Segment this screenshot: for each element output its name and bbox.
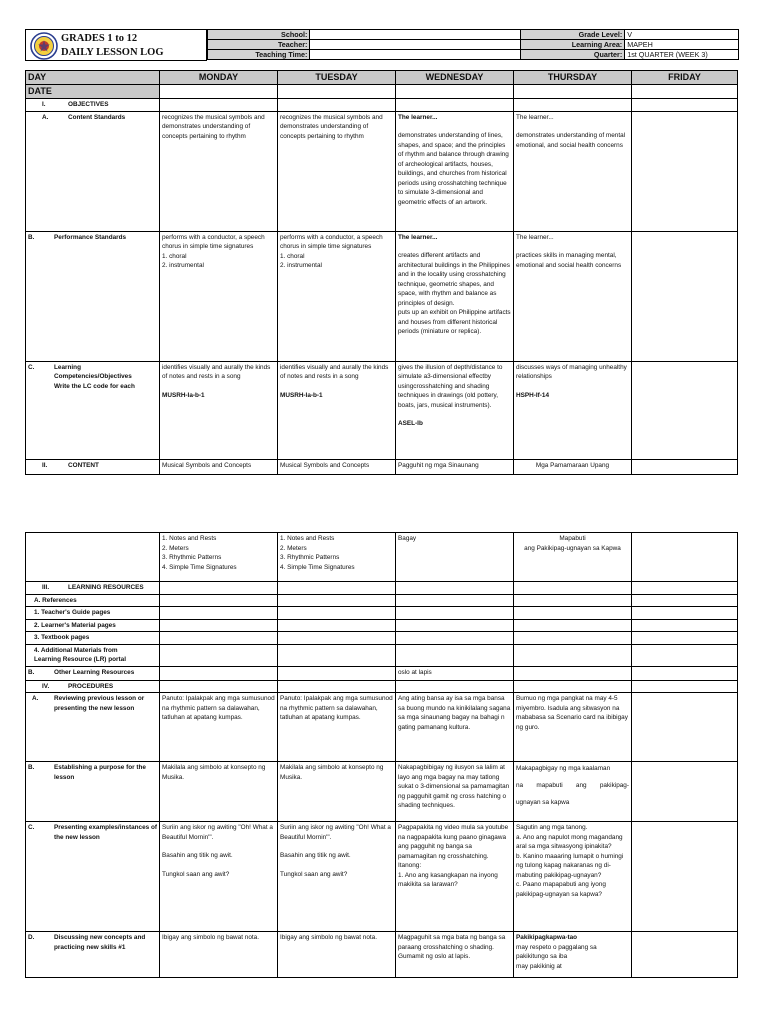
content-fri — [632, 459, 738, 474]
procedure-a-fri — [632, 693, 738, 762]
content-cont-mon: 1. Notes and Rests 2. Meters 3. Rhythmic Patterns 4. Simple Time Signatures — [160, 533, 278, 582]
info-table — [207, 29, 739, 60]
procedure-c-mon: Suriin ang iskor ng awiting "Oh! What a Beautiful Mornin'". Basahin ang titik ng awit. Tungkol saan ang awit? — [160, 822, 278, 932]
procedure-a-label: A. Reviewing previous lesson or presenting the new lesson — [26, 693, 160, 762]
performance-standards-wed: The learner... creates different artifacts and architectural buildings in the Philippines and in the locality using crosshatching technique, geometric shapes, and space, with rhythm and balance as principles of design. puts up an exhibit on Philippine artifacts and houses from different historical periods (miniature or replica). — [396, 231, 514, 361]
learning-area-field[interactable]: MAPEH — [625, 40, 739, 50]
procedure-b-mon: Makilala ang simbolo at konsepto ng Musika. — [160, 762, 278, 822]
procedure-d-thu: Pakikipagkapwa-tao may respeto o paggalang sa pakikitungo sa iba may pakikinig at — [514, 932, 632, 978]
competencies-thu: discusses ways of managing unhealthy relationships HSPH-If-14 — [514, 361, 632, 459]
objectives-heading: I. OBJECTIVES — [26, 99, 160, 112]
quarter-label: Quarter: — [521, 50, 625, 60]
content-standards-label: A. Content Standards — [26, 111, 160, 231]
monday-header: MONDAY — [160, 71, 278, 85]
procedure-c-wed: Pagpapakita ng video mula sa youtube na nagpapakita kung paano ginagawa ang pagguhit ng banga sa pamamagitan ng crosshatching. Itanong: 1. Ano ang kasangkapan na inyong makikita sa larawan? — [396, 822, 514, 932]
content-cont-label — [26, 533, 160, 582]
other-resources-wed: oslo at lapis — [396, 666, 514, 680]
procedure-b-wed: Nakapagbibigay ng ilusyon sa lalim at layo ang mga bagay na may tatlong sukat o 3-dimensional sa pamamagitan ng pagguhit gamit ng cross hatching o shading techniques. — [396, 762, 514, 822]
date-tuesday[interactable] — [278, 85, 396, 99]
procedure-a-thu: Bumuo ng mga pangkat na may 4-5 miyembro. Isadula ang sitwasyon na mababasa sa Scenario card na ibibigay ng guro. — [514, 693, 632, 762]
content-standards-fri — [632, 111, 738, 231]
friday-header: FRIDAY — [632, 71, 738, 85]
content-cont-fri — [632, 533, 738, 582]
procedure-c-fri — [632, 822, 738, 932]
procedure-b-tue: Makilala ang simbolo at konsepto ng Musika. — [278, 762, 396, 822]
logo-box — [25, 29, 207, 61]
competencies-wed: gives the illusion of depth/distance to simulate a3-dimensional effectby usingcrosshatching and shading techniques in drawings (old pottery, boats, jars, musical instruments). ASEL-Ib — [396, 361, 514, 459]
wednesday-header: WEDNESDAY — [396, 71, 514, 85]
competencies-mon: identifies visually and aurally the kinds of notes and rests in a song MUSRH-Ia-b-1 — [160, 361, 278, 459]
procedure-d-tue: Ibigay ang simbolo ng bawat nota. — [278, 932, 396, 978]
competencies-tue: identifies visually and aurally the kinds of notes and rests in a song MUSRH-Ia-b-1 — [278, 361, 396, 459]
procedures-heading: IV. PROCEDURES — [26, 680, 160, 693]
quarter-field[interactable]: 1st QUARTER (WEEK 3) — [625, 50, 739, 60]
procedure-b-fri — [632, 762, 738, 822]
lc-code-wed: ASEL-Ib — [398, 420, 423, 427]
procedure-b-label: B. Establishing a purpose for the lesson — [26, 762, 160, 822]
grade-level-field[interactable]: V — [625, 30, 739, 40]
logo-subtitle: DAILY LESSON LOG — [61, 47, 164, 58]
content-wed: Pagguhit ng mga Sinaunang — [396, 459, 514, 474]
grade-level-label: Grade Level: — [521, 30, 625, 40]
content-cont-thu: Mapabuti ang Pakikipag-ugnayan sa Kapwa — [514, 533, 632, 582]
additional-materials-label: 4. Additional Materials from Learning Resource (LR) portal — [26, 644, 160, 666]
lc-code-thu: HSPH-If-14 — [516, 391, 550, 399]
content-tue: Musical Symbols and Concepts — [278, 459, 396, 474]
competencies-label: C. Learning Competencies/Objectives Write the LC code for each — [26, 361, 160, 459]
procedure-a-wed: Ang ating bansa ay isa sa mga bansa sa buong mundo na kinikilalang sagana sa mga sinaunang bagay na bahagi n gating pamanang kultura. — [396, 693, 514, 762]
procedure-b-thu: Makapagbigay ng mga kaalaman na mapabuti ang pakikipag- ugnayan sa kapwa — [514, 762, 632, 822]
deped-seal-icon — [30, 32, 58, 60]
date-thursday[interactable] — [514, 85, 632, 99]
performance-standards-thu: The learner... practices skills in managing mental, emotional and social health concerns — [514, 231, 632, 361]
procedure-c-tue: Suriin ang iskor ng awiting "Oh! What a Beautiful Mornin'". Basahin ang titik ng awit. Tungkol saan ang awit? — [278, 822, 396, 932]
procedure-d-wed: Magpaguhit sa mga bata ng banga sa paraang crosshatching o shading. Gumamit ng oslo at lapis. — [396, 932, 514, 978]
content-heading: II. CONTENT — [26, 459, 160, 474]
procedure-c-thu: Sagutin ang mga tanong. a. Ano ang napulot mong magandang aral sa mga sitwasyong ipinakita? b. Kanino maaaring lumapit o humingi ng tulong kapag nakaranas ng di- mabuting pakikipag-ugnayan? c. Paano mapapabuti ang iyong pakikipag-ugnayan sa kapwa? — [514, 822, 632, 932]
procedure-a-tue: Panuto: Ipalakpak ang mga sumusunod na rhythmic pattern sa dalawahan, tatluhan at apatang kumpas. — [278, 693, 396, 762]
textbook-label: 3. Textbook pages — [26, 632, 160, 645]
teaching-time-label: Teaching Time: — [208, 50, 310, 60]
teachers-guide-label: 1. Teacher's Guide pages — [26, 607, 160, 620]
date-wednesday[interactable] — [396, 85, 514, 99]
date-friday[interactable] — [632, 85, 738, 99]
performance-standards-mon: performs with a conductor, a speech chorus in simple time signatures 1. choral 2. instrumental — [160, 231, 278, 361]
date-monday[interactable] — [160, 85, 278, 99]
procedure-d-label: D. Discussing new concepts and practicing new skills #1 — [26, 932, 160, 978]
lc-code-tue: MUSRH-Ia-b-1 — [280, 391, 323, 399]
lesson-table-part1 — [25, 70, 738, 475]
content-standards-thu: The learner... demonstrates understanding of mental emotional, and social health concerns — [514, 111, 632, 231]
performance-standards-fri — [632, 231, 738, 361]
day-header: DAY — [26, 71, 160, 85]
procedure-a-mon: Panuto: Ipalakpak ang mga sumusunod na rhythmic pattern sa dalawahan, tatluhan at apatang kumpas. — [160, 693, 278, 762]
teaching-time-field[interactable] — [310, 50, 521, 60]
thursday-header: THURSDAY — [514, 71, 632, 85]
lesson-table-part2 — [25, 532, 738, 978]
content-mon: Musical Symbols and Concepts — [160, 459, 278, 474]
references-label: A. References — [26, 594, 160, 607]
content-cont-tue: 1. Notes and Rests 2. Meters 3. Rhythmic Patterns 4. Simple Time Signatures — [278, 533, 396, 582]
performance-standards-label: B. Performance Standards — [26, 231, 160, 361]
learners-material-label: 2. Learner's Material pages — [26, 619, 160, 632]
content-thu: Mga Pamamaraan Upang — [514, 459, 632, 474]
school-field[interactable] — [310, 30, 521, 40]
procedure-c-label: C. Presenting examples/instances of the new lesson — [26, 822, 160, 932]
tuesday-header: TUESDAY — [278, 71, 396, 85]
lc-code-mon: MUSRH-Ia-b-1 — [162, 391, 205, 399]
procedure-d-mon: Ibigay ang simbolo ng bawat nota. — [160, 932, 278, 978]
logo-title: GRADES 1 to 12 — [61, 33, 138, 44]
header — [25, 29, 739, 62]
teacher-field[interactable] — [310, 40, 521, 50]
content-standards-mon: recognizes the musical symbols and demonstrates understanding of concepts pertaining to rhythm — [160, 111, 278, 231]
date-header: DATE — [26, 85, 160, 99]
content-cont-wed: Bagay — [396, 533, 514, 582]
learning-resources-heading: III. LEARNING RESOURCES — [26, 582, 160, 595]
learning-area-label: Learning Area: — [521, 40, 625, 50]
content-standards-wed: The learner... demonstrates understanding of lines, shapes, and space; and the principles of rhythm and balance through drawing of archeological artifacts, houses, buildings, and churches from historical periods using crosshatching technique to simulate 3-dimensional and geometric effects of an artwork. — [396, 111, 514, 231]
teacher-label: Teacher: — [208, 40, 310, 50]
school-label: School: — [208, 30, 310, 40]
competencies-fri — [632, 361, 738, 459]
procedure-d-fri — [632, 932, 738, 978]
performance-standards-tue: performs with a conductor, a speech chorus in simple time signatures 1. choral 2. instrumental — [278, 231, 396, 361]
content-standards-tue: recognizes the musical symbols and demonstrates understanding of concepts pertaining to rhythm — [278, 111, 396, 231]
other-resources-label: B. Other Learning Resources — [26, 666, 160, 680]
